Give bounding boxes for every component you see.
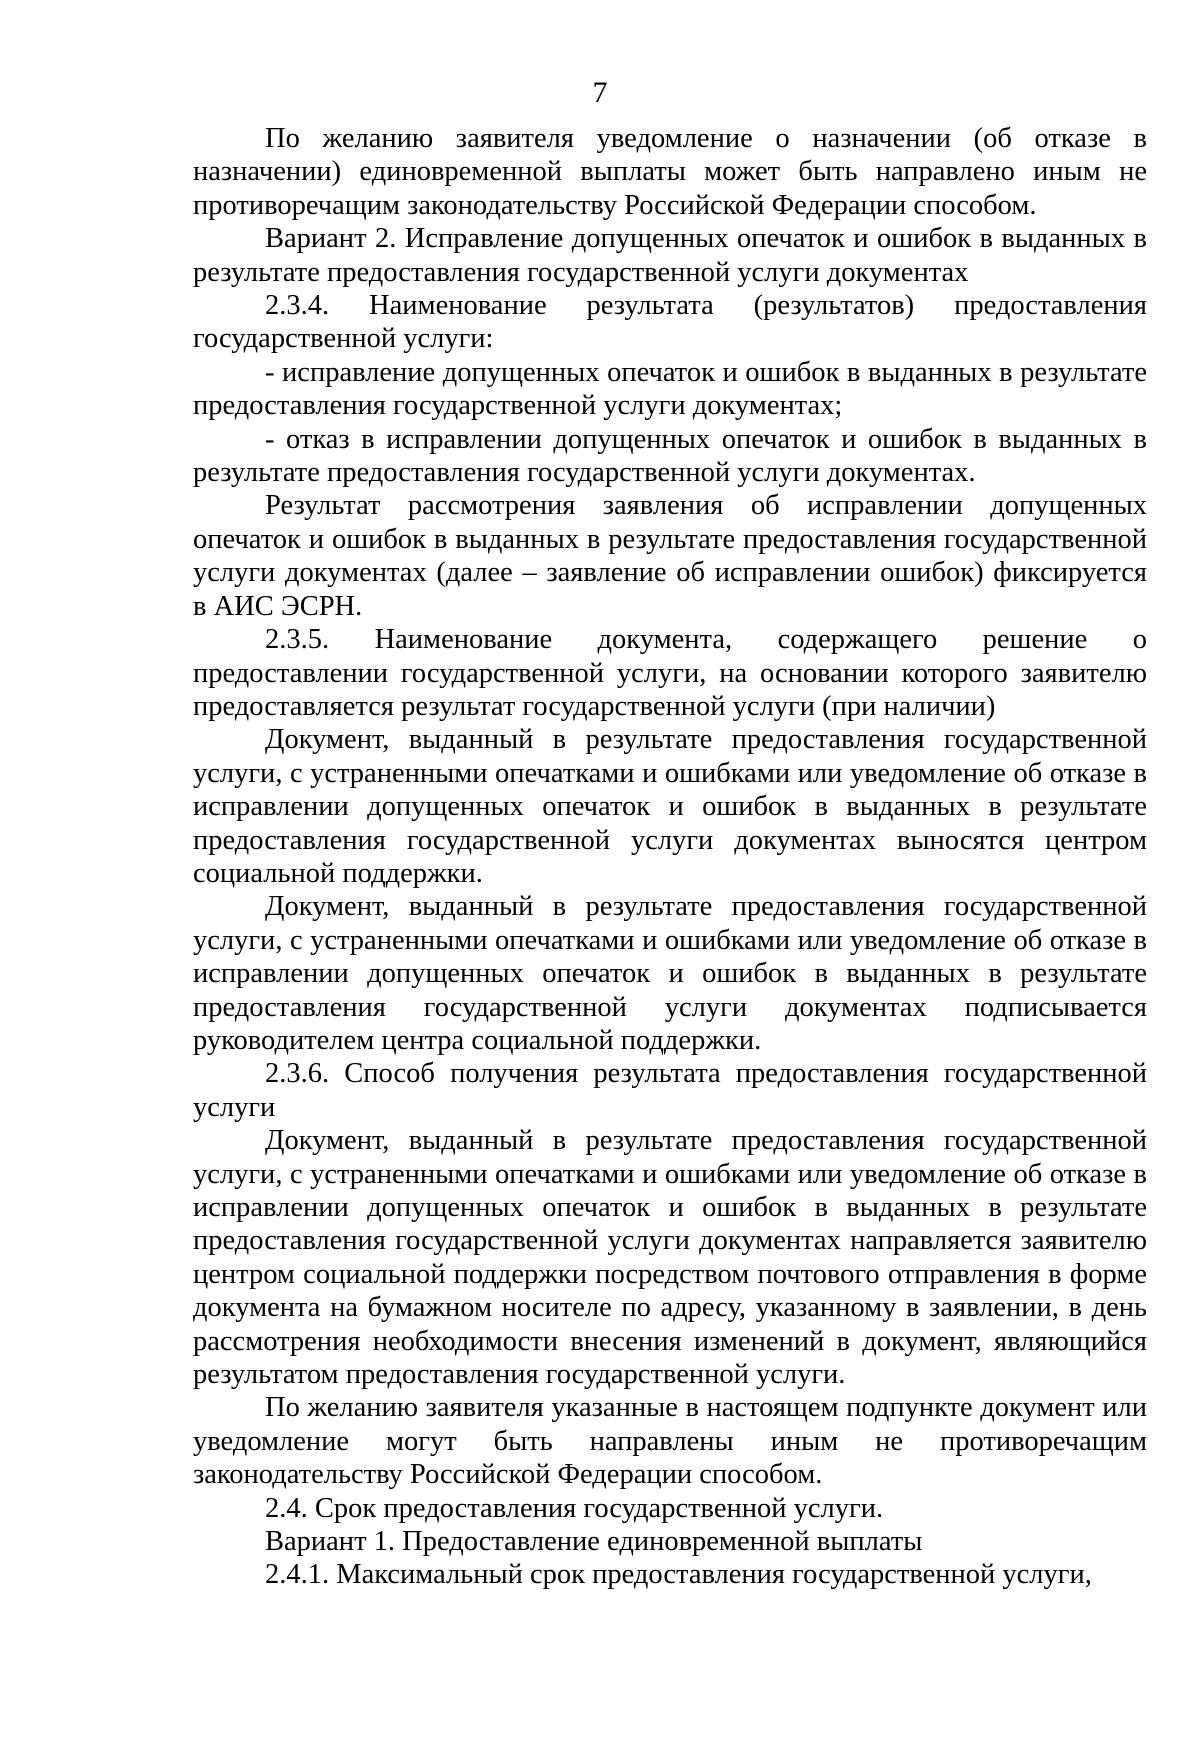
list-item-refusal: - отказ в исправлении допущенных опечаток и ошибок в выданных в результате предоставления государственной услуги документах. [193,423,1147,489]
paragraph-notification-method: По желанию заявителя уведомление о назначении (об отказе в назначении) единовременной выплаты может быть направлено иным не противоречащим законодательству Российской Федерации способом. [193,123,1147,221]
page-number: 7 [592,76,608,109]
paragraph-section-2-3-4: 2.3.4. Наименование результата (результатов) предоставления государственной услуги: [193,290,1147,355]
paragraph-document-issued: Документ, выданный в результате предоставления государственной услуги, с устраненными опечатками и ошибками или уведомление об отказе в исправлении допущенных опечаток и ошибок в выданных в результате предоставления государственной услуги документах выносятся центром социальной поддержки. [193,724,1147,889]
paragraph-section-2-3-5: 2.3.5. Наименование документа, содержащего решение о предоставлении государственной услуги, на основании которого заявителю предоставляется результат государственной услуги (при наличии) [193,624,1147,722]
paragraph-section-2-4: 2.4. Срок предоставления государственной услуги. [265,1492,884,1524]
list-item-correction: - исправление допущенных опечаток и ошибок в выданных в результате предоставления государственной услуги документах; [193,356,1147,422]
paragraph-section-2-3-6: 2.3.6. Способ получения результата предоставления государственной услуги [193,1058,1147,1123]
paragraph-alternative-delivery: По желанию заявителя указанные в настоящем подпункте документ или уведомление могут быть направлены иным не противоречащим законодательству Российской Федерации способом. [193,1392,1147,1491]
paragraph-variant-2-heading: Вариант 2. Исправление допущенных опечаток и ошибок в выданных в результате предоставления государственной услуги документах [193,223,1147,288]
paragraph-delivery-method: Документ, выданный в результате предоставления государственной услуги, с устраненными опечатками и ошибками или уведомление об отказе в исправлении допущенных опечаток и ошибок в выданных в результате предоставления государственной услуги документах направляется заявителю центром социальной поддержки посредством почтового отправления в форме документа на бумажном носителе по адресу, указанному в заявлении, в день рассмотрения необходимости внесения изменений в документ, являющийся результатом предоставления государственной услуги. [193,1125,1147,1391]
paragraph-document-signed: Документ, выданный в результате предоставления государственной услуги, с устраненными опечатками и ошибками или уведомление об отказе в исправлении допущенных опечаток и ошибок в выданных в результате предоставления государственной услуги документах подписывается руководителем центра социальной поддержки. [193,891,1147,1056]
document-body [193,122,1147,1592]
paragraph-result-recording: Результат рассмотрения заявления об исправлении допущенных опечаток и ошибок в выданных в результате предоставления государственной услуги документах (далее – заявление об исправлении ошибок) фиксируется в АИС ЭСРН. [193,490,1147,622]
paragraph-section-2-4-1: 2.4.1. Максимальный срок предоставления государственной услуги, [265,1559,1092,1591]
paragraph-variant-1-heading: Вариант 1. Предоставление единовременной выплаты [265,1526,923,1558]
